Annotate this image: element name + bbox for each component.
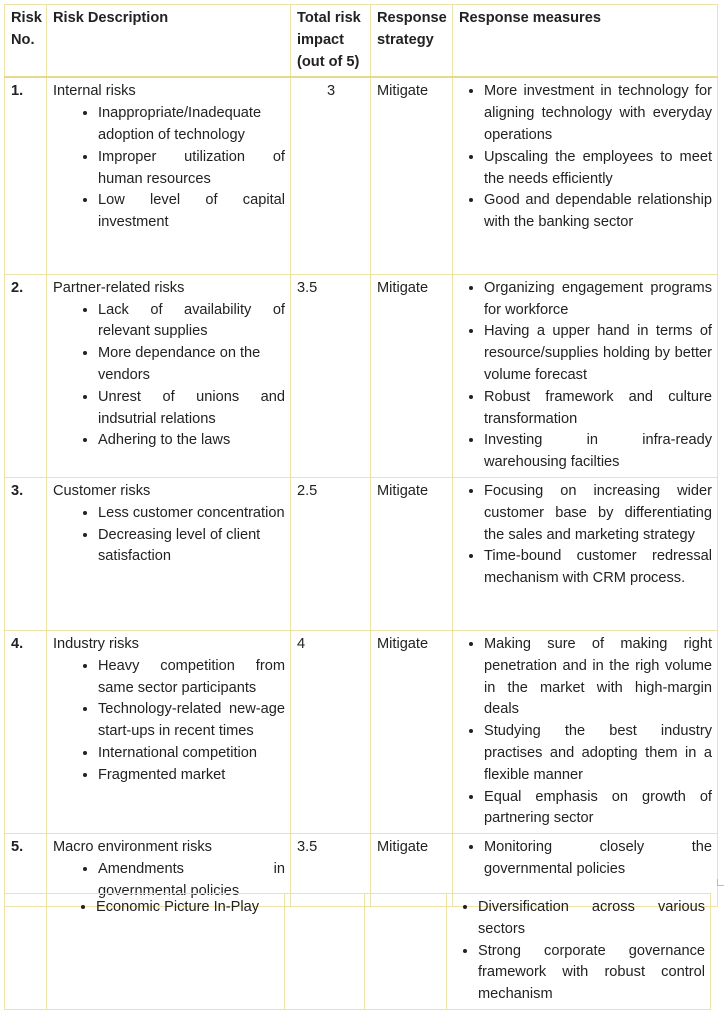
risk-number: 4.	[5, 631, 47, 834]
risk-item: • Amendments in governmental policies	[98, 859, 285, 903]
risk-impact: 3	[291, 77, 371, 274]
risk-item: • Economic Picture In-Play	[96, 897, 279, 919]
risk-item: • More dependance on the vendors	[98, 343, 285, 387]
risk-description-cell	[47, 274, 291, 477]
measure-item: • Equal emphasis on growth of partnering sector	[484, 787, 712, 831]
measure-item: • Monitoring closely the governmental policies	[484, 837, 712, 881]
measure-item: • Making sure of making right penetration and in the righ volume in the market with high-margin deals	[484, 634, 712, 721]
table-row	[5, 274, 718, 477]
risk-item: • Technology-related new-age start-ups in recent times	[98, 699, 285, 743]
measure-items	[459, 634, 712, 830]
measure-items	[453, 897, 705, 1006]
measure-item: • Organizing engagement programs for workforce	[484, 278, 712, 322]
header-response-strategy: Response strategy	[371, 5, 453, 78]
response-measures-cell	[453, 631, 718, 834]
response-strategy: Mitigate	[371, 274, 453, 477]
risk-item: • Lack of availability of relevant supplies	[98, 300, 285, 344]
risk-table	[4, 4, 718, 907]
risk-description-cell	[47, 631, 291, 834]
measure-items	[459, 81, 712, 234]
table-resize-marker	[717, 879, 724, 886]
header-risk-no: Risk No.	[5, 5, 47, 78]
risk-description-cell	[47, 77, 291, 274]
risk-description-cell	[47, 478, 291, 631]
risk-description-cell	[47, 894, 285, 1010]
risk-number: 5.	[5, 834, 47, 906]
risk-impact: 3.5	[291, 274, 371, 477]
risk-item: • Heavy competition from same sector participants	[98, 656, 285, 700]
risk-title: Partner-related risks	[53, 279, 185, 296]
risk-impact	[285, 894, 365, 1010]
risk-impact: 3.5	[291, 834, 371, 906]
response-strategy: Mitigate	[371, 834, 453, 906]
response-measures-cell	[453, 274, 718, 477]
risk-item: • Low level of capital investment	[98, 190, 285, 234]
table-row	[5, 631, 718, 834]
measure-item: • Time-bound customer redressal mechanism with CRM process.	[484, 546, 712, 590]
risk-title: Industry risks	[53, 636, 139, 653]
measure-item: • Good and dependable relationship with the banking sector	[484, 190, 712, 234]
measure-item: • Robust framework and culture transformation	[484, 387, 712, 431]
risk-item: • Inappropriate/Inadequate adoption of technology	[98, 103, 285, 147]
response-measures-cell	[447, 894, 711, 1010]
risk-item: • Unrest of unions and indsutrial relations	[98, 387, 285, 431]
measure-item: • Studying the best industry practises and adopting them in a flexible manner	[484, 721, 712, 786]
measure-item: • Diversification across various sectors	[478, 897, 705, 941]
risk-item: • International competition	[98, 743, 285, 765]
table-header-row	[5, 5, 718, 78]
risk-items	[53, 503, 285, 568]
risk-impact: 2.5	[291, 478, 371, 631]
measure-item: • Upscaling the employees to meet the needs efficiently	[484, 147, 712, 191]
measure-item: • Having a upper hand in terms of resource/supplies holding by better volume forecast	[484, 321, 712, 386]
risk-item: • Adhering to the laws	[98, 430, 285, 452]
measure-items	[459, 481, 712, 590]
table-row	[5, 478, 718, 631]
risk-title: Internal risks	[53, 83, 136, 100]
response-strategy	[365, 894, 447, 1010]
risk-items	[53, 897, 279, 919]
measure-item: • Strong corporate governance framework with robust control mechanism	[478, 941, 705, 1006]
risk-items	[53, 300, 285, 453]
risk-number: 3.	[5, 478, 47, 631]
response-measures-cell	[453, 478, 718, 631]
measure-item: • Focusing on increasing wider customer base by differentiating the sales and marketing strategy	[484, 481, 712, 546]
risk-items	[53, 656, 285, 787]
table-row	[5, 894, 711, 1010]
measure-item: • More investment in technology for aligning technology with everyday operations	[484, 81, 712, 146]
risk-number	[5, 894, 47, 1010]
risk-item: • Decreasing level of client satisfaction	[98, 525, 285, 569]
risk-title: Macro environment risks	[53, 839, 212, 856]
risk-item: • Less customer concentration	[98, 503, 285, 525]
response-measures-cell	[453, 77, 718, 274]
measure-items	[459, 278, 712, 474]
response-strategy: Mitigate	[371, 77, 453, 274]
risk-number: 2.	[5, 274, 47, 477]
response-strategy: Mitigate	[371, 631, 453, 834]
risk-impact: 4	[291, 631, 371, 834]
risk-item: • Improper utilization of human resources	[98, 147, 285, 191]
table-row	[5, 77, 718, 274]
measure-item: • Investing in infra-ready warehousing facilties	[484, 430, 712, 474]
header-response-measures: Response measures	[453, 5, 718, 78]
header-total-risk-impact: Total risk impact (out of 5)	[291, 5, 371, 78]
response-strategy: Mitigate	[371, 478, 453, 631]
risk-items	[53, 103, 285, 234]
risk-title: Customer risks	[53, 483, 151, 500]
risk-table-continuation	[4, 893, 711, 1010]
risk-number: 1.	[5, 77, 47, 274]
header-risk-description: Risk Description	[47, 5, 291, 78]
risk-item: • Fragmented market	[98, 765, 285, 787]
measure-items	[459, 837, 712, 881]
